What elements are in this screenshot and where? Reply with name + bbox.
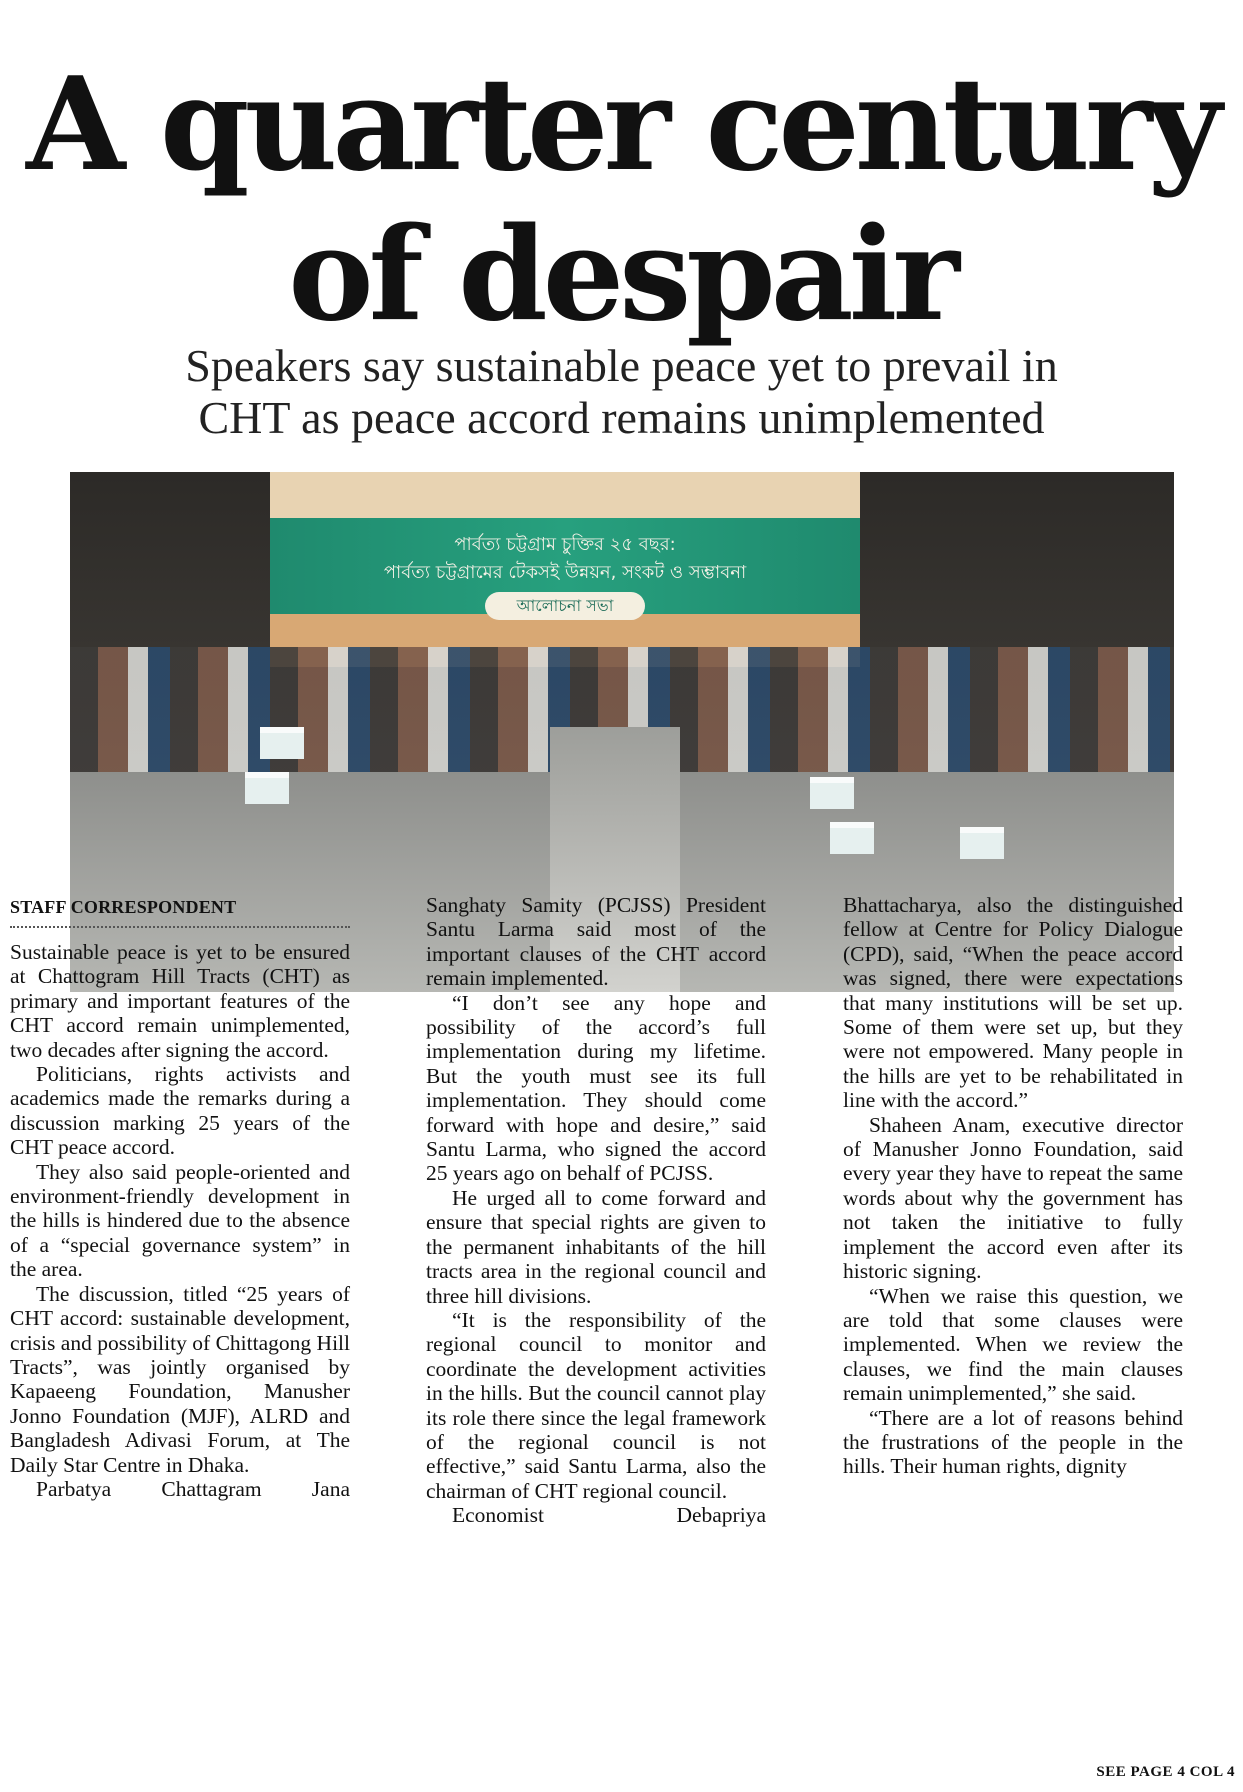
subheadline-line-2: CHT as peace accord remains unimplemented (198, 392, 1045, 443)
article-column-2 (426, 893, 766, 1528)
paragraph: Sustainable peace is yet to be ensured at Chattogram Hill Tracts (CHT) as primary and important features of the CHT accord remain unimplemented, two decades after signing the accord. (10, 940, 350, 1062)
banner-pill: আলোচনা সভা (485, 592, 645, 620)
paragraph: Politicians, rights activists and academics made the remarks during a discussion marking 25 years of the CHT peace accord. (10, 1062, 350, 1160)
paragraph: The discussion, titled “25 years of CHT accord: sustainable development, crisis and possibility of Chittagong Hill Tracts”, was jointly organised by Kapaeeng Foundation, Manusher Jonno Foundation (MJF), ALRD and Bangladesh Adivasi Forum, at The Daily Star Centre in Dhaka. (10, 1281, 350, 1477)
paragraph: They also said people-oriented and environment-friendly development in the hills is hindered due to the absence of a “special governance system” in the area. (10, 1159, 350, 1282)
tissue-box (960, 827, 1004, 859)
banner-logos-strip (270, 472, 860, 524)
banner-title: পার্বত্য চট্টগ্রাম চুক্তির ২৫ বছর: (454, 534, 676, 555)
article-column-3 (843, 893, 1183, 1479)
paragraph: Economist Debapriya (452, 1503, 766, 1528)
headline (0, 50, 1243, 350)
paragraph: “I don’t see any hope and possibility of the accord’s full implementation during my lifetime. But the youth must see its full implementation. They should come forward with hope and desire,” said Santu Larma, who signed the accord 25 years ago on behalf of PCJSS. (426, 990, 766, 1186)
paragraph: Sanghaty Samity (PCJSS) President Santu Larma said most of the important clauses of the CHT accord remain implemented. (426, 893, 766, 991)
jump-line: SEE PAGE 4 COL 4 (1096, 1764, 1235, 1780)
byline-divider (10, 926, 350, 928)
headline-line-1: A quarter century (26, 50, 1217, 200)
subheadline-line-1: Speakers say sustainable peace yet to prevail in (185, 340, 1058, 391)
paragraph: “It is the responsibility of the regional council to monitor and coordinate the development activities in the hills. But the council cannot play its role there since the legal framework of the regional council is not effective,” said Santu Larma, also the chairman of CHT regional council. (426, 1307, 766, 1503)
subheadline (0, 340, 1243, 444)
tissue-box (245, 772, 289, 804)
article-column-1 (10, 940, 350, 1501)
tissue-box (260, 727, 304, 759)
paragraph: He urged all to come forward and ensure that special rights are given to the permanent inhabitants of the hill tracts area in the regional council and three hill divisions. (426, 1185, 766, 1308)
tissue-box (810, 777, 854, 809)
paragraph: “There are a lot of reasons behind the frustrations of the people in the hills. Their human rights, dignity (843, 1405, 1183, 1479)
paragraph: “When we raise this question, we are told that some clauses were implemented. When we review the clauses, we find the main clauses remain unimplemented,” she said. (843, 1283, 1183, 1406)
tissue-box (830, 822, 874, 854)
paragraph: Parbatya Chattagram Jana (36, 1476, 350, 1501)
headline-line-2: of despair (288, 200, 955, 350)
paragraph: Shaheen Anam, executive director of Manusher Jonno Foundation, said every year they have to repeat the same words about why the government has not taken the initiative to fully implement the accord even after its historic signing. (843, 1112, 1183, 1284)
paragraph: Bhattacharya, also the distinguished fellow at Centre for Policy Dialogue (CPD), said, “When the peace accord was signed, there were expectations that many institutions will be set up. Some of them were set up, but they were not empowered. Many people in the hills are yet to be rehabilitated in line with the accord.” (843, 893, 1183, 1113)
banner-subtitle: পার্বত্য চট্টগ্রামের টেকসই উন্নয়ন, সংকট ও সম্ভাবনা (383, 562, 747, 583)
byline: STAFF CORRESPONDENT (10, 897, 237, 917)
